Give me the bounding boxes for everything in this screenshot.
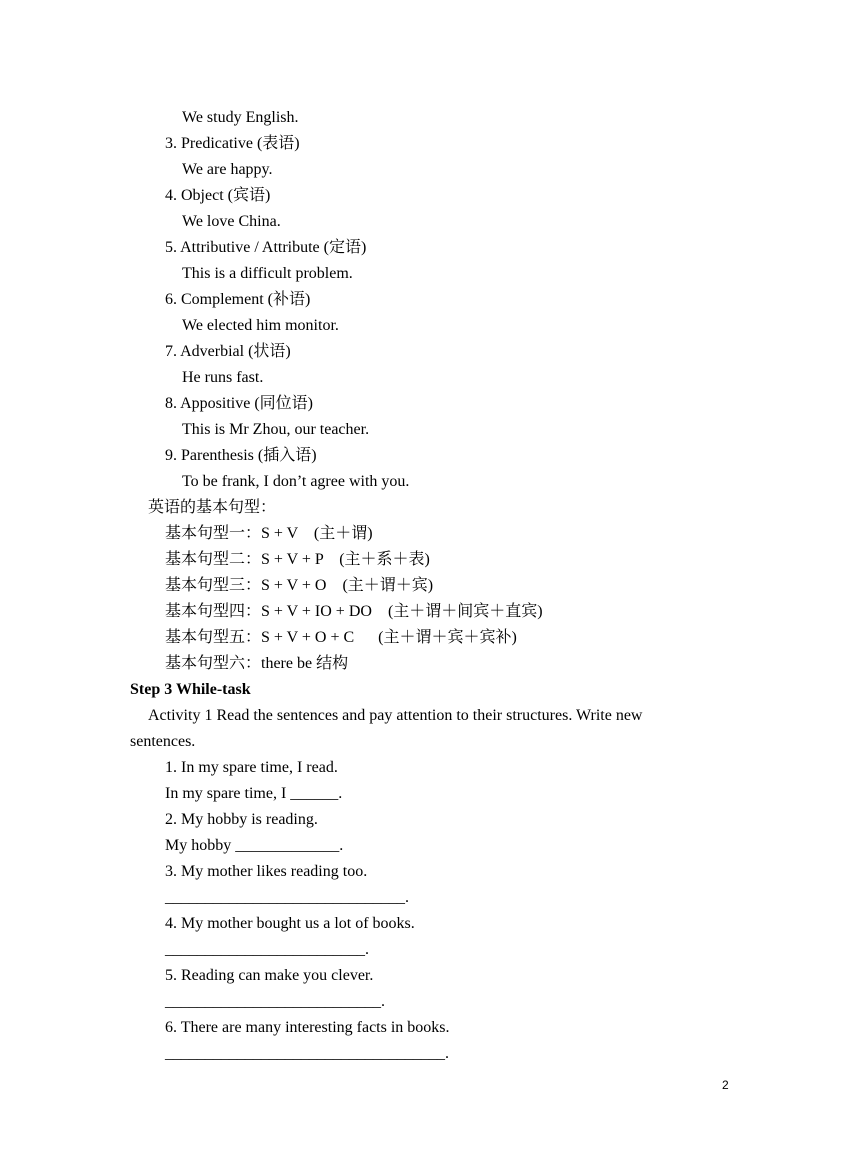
exercise-answer-blank: ______________________________. [165,889,409,906]
grammar-item-example: This is a difficult problem. [182,265,353,282]
grammar-item-example: We love China. [182,213,281,230]
grammar-item-example: He runs fast. [182,369,264,386]
grammar-item-label: 7. Adverbial (状语) [165,343,291,360]
exercise-prompt: 3. My mother likes reading too. [165,863,368,880]
grammar-item-label: 4. Object (宾语) [165,187,271,204]
grammar-item-example: To be frank, I don’t agree with you. [182,473,410,490]
exercise-prompt: 2. My hobby is reading. [165,811,318,828]
subject-example: We study English. [182,109,299,126]
exercise-prompt: 1. In my spare time, I read. [165,759,338,776]
exercise-prompt: 5. Reading can make you clever. [165,967,374,984]
grammar-item-example: We elected him monitor. [182,317,339,334]
activity-instruction-cont: sentences. [130,733,196,750]
exercise-answer-blank: In my spare time, I ______. [165,785,343,802]
pattern-item: 基本句型一：S + V (主＋谓) [165,525,373,542]
grammar-item-label: 3. Predicative (表语) [165,135,300,152]
grammar-item-label: 6. Complement (补语) [165,291,311,308]
exercise-prompt: 4. My mother bought us a lot of books. [165,915,415,932]
exercise-prompt: 6. There are many interesting facts in books. [165,1019,450,1036]
pattern-item: 基本句型五：S + V + O + C (主＋谓＋宾＋宾补) [165,629,517,646]
grammar-item-label: 5. Attributive / Attribute (定语) [165,239,367,256]
exercise-answer-blank: ___________________________. [165,993,385,1010]
exercise-answer-blank: _________________________. [165,941,369,958]
exercise-answer-blank: ___________________________________. [165,1045,449,1062]
patterns-heading: 英语的基本句型： [148,499,277,516]
step3-heading: Step 3 While-task [130,681,251,698]
page-number: 2 [722,1078,729,1092]
pattern-item: 基本句型四：S + V + IO + DO (主＋谓＋间宾＋直宾) [165,603,543,620]
pattern-item: 基本句型二：S + V + P (主＋系＋表) [165,551,430,568]
grammar-item-example: This is Mr Zhou, our teacher. [182,421,370,438]
pattern-item: 基本句型三：S + V + O (主＋谓＋宾) [165,577,434,594]
exercise-answer-blank: My hobby _____________. [165,837,344,854]
pattern-item: 基本句型六：there be 结构 [165,655,349,672]
activity-instruction: Activity 1 Read the sentences and pay attention to their structures. Write new [148,707,643,724]
grammar-item-label: 8. Appositive (同位语) [165,395,313,412]
grammar-item-label: 9. Parenthesis (插入语) [165,447,317,464]
grammar-item-example: We are happy. [182,161,273,178]
